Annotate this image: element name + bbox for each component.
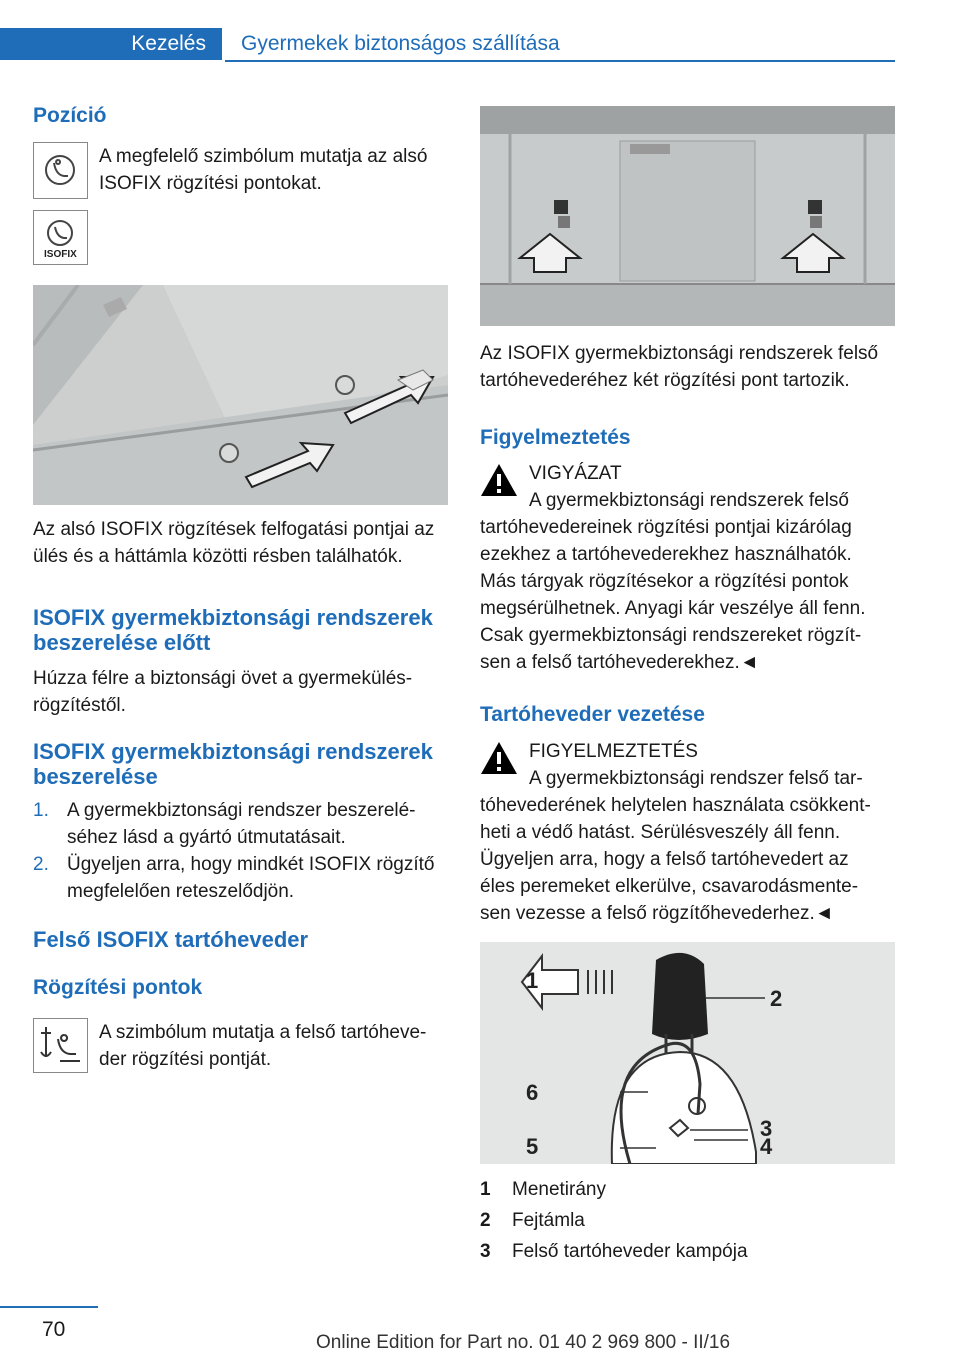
cargo-photo-caption-line1: Az ISOFIX gyermekbiztonsági rendszerek felső — [480, 343, 879, 364]
routing-line: Ügyeljen arra, hogy a felső tartóhevedert az — [480, 849, 849, 870]
page-number: 70 — [42, 1318, 66, 1341]
legend-number: 3 — [480, 1241, 491, 1262]
routing-line: éles peremeket elkerülve, csavarodásmente- — [480, 876, 859, 897]
step-item — [33, 851, 435, 878]
before-install-text-line1: Húzza félre a biztonsági övet a gyermekülés- — [33, 668, 413, 689]
step-number: 2. — [33, 854, 49, 875]
section-title: Gyermekek biztonságos szállítása — [241, 32, 560, 55]
chapter-tab[interactable]: Kezelés — [0, 28, 222, 60]
routing-line: sen vezesse a felső rögzítőhevederhez.◄ — [480, 903, 834, 924]
top-tether-symbol-icon — [33, 1018, 88, 1073]
before-install-text-line2: rögzítéstől. — [33, 695, 126, 716]
before-install-heading-line1: ISOFIX gyermekbiztonsági rendszerek — [33, 605, 433, 630]
warning-line: ezekhez a tartóhevederekhez használhatók. — [480, 544, 852, 565]
legend-item — [480, 1176, 606, 1203]
cargo-area-photo — [480, 106, 895, 326]
top-tether-heading: Felső ISOFIX tartóheveder — [33, 927, 309, 952]
warning-title: VIGYÁZAT — [529, 463, 622, 484]
routing-line: tóhevederének helytelen használata csökkent- — [480, 795, 871, 816]
footer-rule — [0, 1306, 98, 1308]
routing-line: A gyermekbiztonsági rendszer felső tar- — [529, 768, 863, 789]
warning-heading: Figyelmeztetés — [480, 426, 631, 449]
legend-item — [480, 1238, 748, 1265]
diagram-label: 2 — [770, 986, 783, 1011]
anchor-points-heading: Rögzítési pontok — [33, 976, 203, 999]
step-item — [33, 797, 416, 824]
seat-photo-caption-line1: Az alsó ISOFIX rögzítések felfogatási pontjai az — [33, 519, 435, 540]
position-text-line1: A megfelelő szimbólum mutatja az alsó — [99, 146, 428, 167]
position-heading: Pozíció — [33, 104, 107, 127]
legend-text: Fejtámla — [512, 1210, 585, 1231]
warning-line: A gyermekbiztonsági rendszerek felső — [529, 490, 849, 511]
seat-gap-photo — [33, 285, 448, 505]
seat-photo-caption-line2: ülés és a háttámla közötti résben találhatók. — [33, 546, 403, 567]
anchor-text-line2: der rögzítési pontját. — [99, 1049, 272, 1070]
legend-text: Menetirány — [512, 1179, 606, 1200]
legend-number: 2 — [480, 1210, 491, 1231]
legend-item — [480, 1207, 585, 1234]
diagram-label: 3 — [760, 1116, 773, 1141]
warning-triangle-icon — [480, 740, 518, 781]
warning-line: megsérülhetnek. Anyagi kár veszélye áll fenn. — [480, 598, 866, 619]
position-text-line2: ISOFIX rögzítési pontokat. — [99, 173, 322, 194]
step-text: Ügyeljen arra, hogy mindkét ISOFIX rögzítő — [67, 854, 435, 875]
before-install-heading-line2: beszerelése előtt — [33, 630, 211, 655]
edition-footer: Online Edition for Part no. 01 40 2 969 800 - II/16 — [316, 1332, 731, 1353]
diagram-label: 6 — [526, 1080, 539, 1105]
warning-line: sen a felső tartóhevederekhez.◄ — [480, 652, 759, 673]
cargo-photo-caption-line2: tartóhevederéhez két rögzítési pont tartozik. — [480, 370, 850, 391]
legend-number: 1 — [480, 1179, 491, 1200]
step-number: 1. — [33, 800, 49, 821]
install-heading-line2: beszerelése — [33, 764, 158, 789]
install-heading-line1: ISOFIX gyermekbiztonsági rendszerek — [33, 739, 433, 764]
tether-routing-diagram — [480, 942, 895, 1164]
step-text-cont: megfelelően reteszelődjön. — [67, 881, 295, 902]
isofix-symbol-icon — [33, 210, 88, 265]
routing-heading: Tartóheveder vezetése — [480, 703, 705, 726]
routing-line: heti a védő hatást. Sérülésveszély áll fenn. — [480, 822, 841, 843]
anchor-text-line1: A szimbólum mutatja a felső tartóheve- — [99, 1022, 427, 1043]
step-text-cont: séhez lásd a gyártó útmutatásait. — [67, 827, 346, 848]
diagram-label: 5 — [526, 1134, 539, 1159]
diagram-label: 4 — [760, 1134, 773, 1159]
diagram-label: 1 — [526, 968, 539, 993]
step-text: A gyermekbiztonsági rendszer beszerelé- — [67, 800, 416, 821]
header-rule — [225, 60, 895, 62]
warning-line: tartóhevedereinek rögzítési pontjai kizárólag — [480, 517, 852, 538]
child-seat-symbol-icon — [33, 142, 88, 199]
warning-triangle-icon — [480, 462, 518, 503]
routing-title: FIGYELMEZTETÉS — [529, 741, 698, 762]
warning-line: Más tárgyak rögzítésekor a rögzítési pontok — [480, 571, 849, 592]
isofix-icon-label: ISOFIX — [44, 249, 77, 260]
legend-text: Felső tartóheveder kampója — [512, 1241, 748, 1262]
warning-line: Csak gyermekbiztonsági rendszereket rögzít- — [480, 625, 862, 646]
